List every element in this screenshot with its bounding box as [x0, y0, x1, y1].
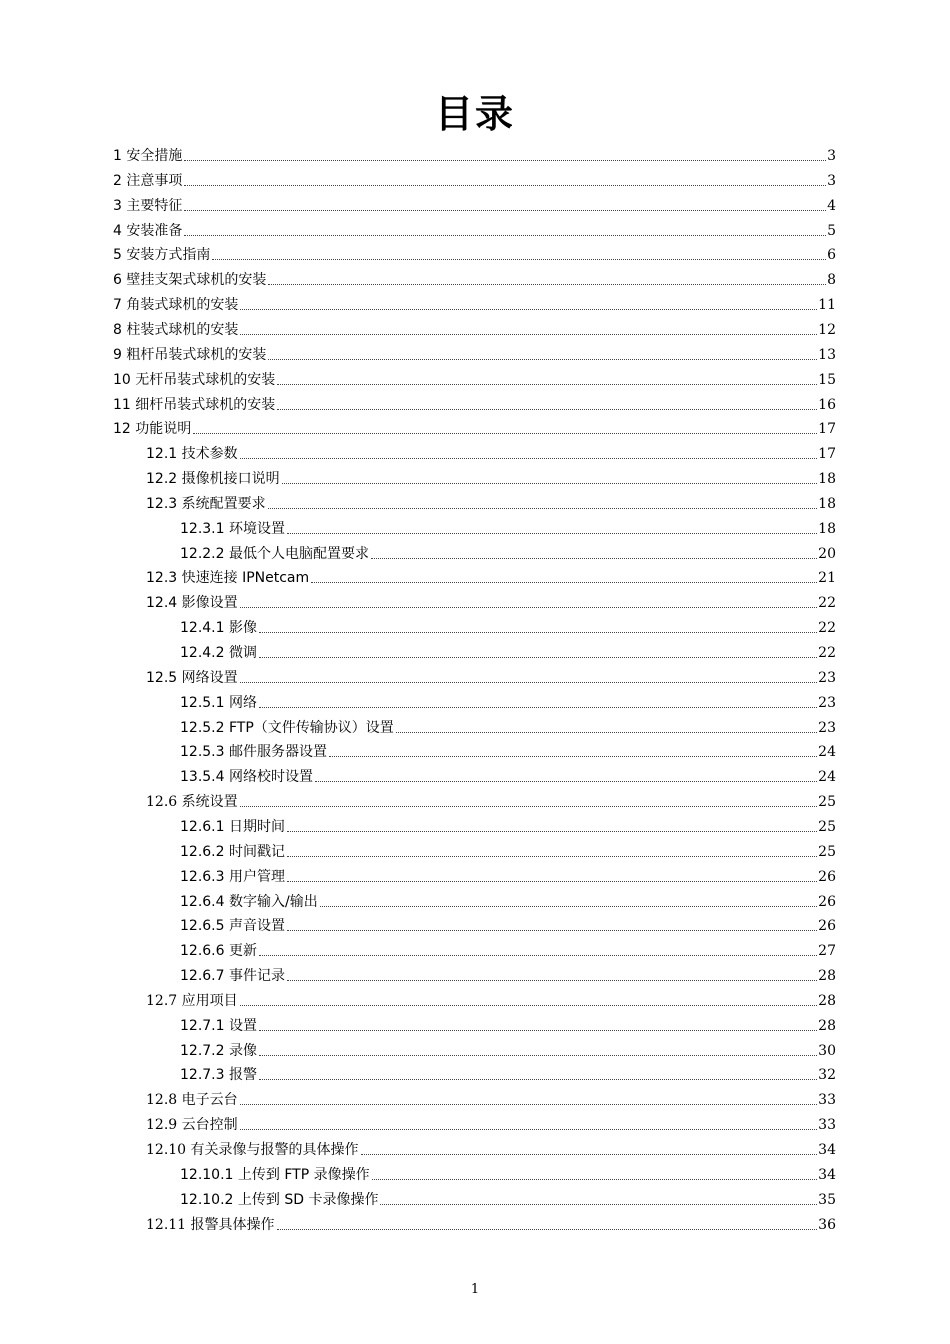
toc-entry-page-number: 22 — [818, 620, 836, 637]
toc-entry-label: 12.8 电子云台 — [146, 1092, 238, 1109]
toc-entry[interactable] — [146, 562, 836, 587]
toc-entry-page-number: 22 — [818, 595, 836, 612]
toc-entry[interactable] — [113, 364, 836, 389]
toc-entry-label: 12.6.5 声音设置 — [180, 918, 285, 935]
dot-leader — [240, 1129, 818, 1130]
dot-leader — [259, 632, 817, 633]
dot-leader — [259, 1055, 817, 1056]
toc-entry-label: 12.3 系统配置要求 — [146, 495, 266, 512]
toc-entry-label: 12.4.2 微调 — [180, 645, 257, 661]
toc-entry-label: 12.6.2 时间戳记 — [180, 843, 285, 860]
page-title: 目录 — [434, 92, 515, 136]
toc-entry-page-number: 26 — [818, 868, 836, 885]
toc-entry-label: 12.6.7 事件记录 — [180, 968, 285, 985]
toc-entry-label: 8 柱装式球机的安装 — [113, 321, 239, 338]
dot-leader — [320, 906, 817, 907]
toc-entry[interactable] — [180, 861, 836, 886]
toc-entry[interactable] — [146, 1134, 836, 1159]
dot-leader — [277, 1229, 818, 1230]
dot-leader — [268, 508, 818, 509]
dot-leader — [259, 707, 817, 708]
dot-leader — [240, 806, 818, 807]
dot-leader — [240, 1104, 818, 1105]
dot-leader — [311, 582, 817, 583]
toc-entry-label: 9 粗杆吊装式球机的安装 — [113, 346, 267, 363]
toc-entry[interactable] — [113, 289, 836, 314]
dot-leader — [277, 384, 817, 385]
toc-entry-page-number: 32 — [818, 1067, 836, 1084]
toc-entry-page-number: 8 — [827, 272, 836, 289]
toc-entry-label: 4 安装准备 — [113, 222, 183, 239]
toc-entry-label: 12.6.3 用户管理 — [180, 868, 285, 885]
toc-entry[interactable] — [180, 712, 836, 737]
toc-entry-page-number: 26 — [818, 918, 836, 935]
toc-entry-page-number: 15 — [818, 371, 836, 388]
toc-entry-label: 12.10 有关录像与报警的具体操作 — [146, 1142, 359, 1158]
toc-entry[interactable] — [180, 687, 836, 712]
toc-entry-label: 12.1 技术参数 — [146, 446, 238, 463]
dot-leader — [287, 533, 817, 534]
toc-entry-page-number: 35 — [818, 1191, 836, 1208]
toc-entry[interactable] — [146, 587, 836, 612]
toc-entry-page-number: 28 — [818, 1017, 836, 1034]
toc-entry-page-number: 23 — [818, 669, 836, 686]
dot-leader — [184, 235, 826, 236]
toc-entry[interactable] — [180, 637, 836, 662]
toc-entry-label: 12.4 影像设置 — [146, 595, 238, 612]
toc-entry-page-number: 17 — [818, 421, 836, 438]
toc-entry-page-number: 24 — [818, 744, 836, 761]
dot-leader — [277, 409, 817, 410]
dot-leader — [371, 558, 817, 559]
dot-leader — [287, 831, 817, 832]
dot-leader — [372, 1179, 818, 1180]
dot-leader — [240, 1005, 818, 1006]
dot-leader — [287, 930, 817, 931]
toc-entry-page-number: 33 — [818, 1092, 836, 1109]
dot-leader — [259, 657, 817, 658]
toc-entry-label: 12.10.1 上传到 FTP 录像操作 — [180, 1166, 370, 1183]
dot-leader — [268, 359, 817, 360]
toc-entry[interactable] — [180, 836, 836, 861]
dot-leader — [240, 309, 817, 310]
toc-entry-page-number: 11 — [818, 297, 836, 314]
dot-leader — [329, 756, 817, 757]
toc-entry-label: 12.7.3 报警 — [180, 1067, 257, 1084]
toc-entry-page-number: 23 — [818, 719, 836, 736]
dot-leader — [380, 1204, 817, 1205]
toc-entry-label: 12.10.2 上传到 SD 卡录像操作 — [180, 1191, 379, 1208]
toc-entry-page-number: 18 — [818, 495, 836, 512]
toc-entry[interactable] — [146, 438, 836, 463]
toc-entry[interactable] — [113, 215, 836, 240]
toc-entry[interactable] — [146, 1209, 836, 1234]
toc-entry-page-number: 33 — [818, 1117, 836, 1134]
toc-entry-label: 3 主要特征 — [113, 197, 183, 214]
toc-entry-page-number: 25 — [818, 818, 836, 835]
dot-leader — [259, 1079, 817, 1080]
toc-entry-page-number: 25 — [818, 843, 836, 860]
toc-entry[interactable] — [180, 538, 836, 563]
toc-entry[interactable] — [180, 761, 836, 786]
toc-entry[interactable] — [146, 786, 836, 811]
toc-entry-page-number: 23 — [818, 694, 836, 711]
toc-entry-page-number: 24 — [818, 769, 836, 786]
toc-entry-page-number: 18 — [818, 520, 836, 537]
toc-entry[interactable] — [113, 239, 836, 264]
toc-entry-label: 11 细杆吊装式球机的安装 — [113, 396, 276, 413]
dot-leader — [184, 210, 826, 211]
toc-entry-page-number: 5 — [827, 222, 836, 239]
toc-entry-page-number: 34 — [818, 1142, 836, 1158]
toc-entry-page-number: 20 — [818, 545, 836, 562]
toc-entry[interactable] — [180, 1035, 836, 1060]
toc-entry-page-number: 17 — [818, 446, 836, 463]
toc-entry-label: 1 安全措施 — [113, 148, 183, 164]
toc-entry-label: 12.5.2 FTP（文件传输协议）设置 — [180, 719, 394, 736]
toc-entry-label: 2 注意事项 — [113, 172, 183, 189]
toc-entry-label: 10 无杆吊装式球机的安装 — [113, 371, 276, 388]
toc-entry-label: 12.6.6 更新 — [180, 943, 257, 960]
dot-leader — [361, 1154, 818, 1155]
toc-entry-page-number: 27 — [818, 943, 836, 960]
toc-entry-label: 12.5 网络设置 — [146, 669, 238, 686]
toc-entry[interactable] — [146, 985, 836, 1010]
toc-entry[interactable] — [146, 463, 836, 488]
toc-entry-page-number: 28 — [818, 968, 836, 985]
toc-entry[interactable] — [113, 165, 836, 190]
toc-entry[interactable] — [113, 339, 836, 364]
toc-entry-label: 12.3 快速连接 IPNetcam — [146, 570, 310, 587]
toc-entry-page-number: 3 — [827, 172, 836, 189]
toc-entry[interactable] — [113, 264, 836, 289]
toc-entry-label: 12.2 摄像机接口说明 — [146, 471, 280, 488]
dot-leader — [212, 259, 826, 260]
toc-entry[interactable] — [180, 736, 836, 761]
toc-entry[interactable] — [113, 140, 836, 165]
toc-entry-page-number: 21 — [818, 570, 836, 587]
dot-leader — [268, 284, 826, 285]
toc-entry-label: 12.5.3 邮件服务器设置 — [180, 744, 327, 761]
dot-leader — [315, 781, 817, 782]
toc-entry[interactable] — [180, 1184, 836, 1209]
toc-entry[interactable] — [146, 488, 836, 513]
toc-entry-label: 12.4.1 影像 — [180, 620, 257, 637]
toc-entry-label: 12.5.1 网络 — [180, 694, 257, 711]
toc-entry-label: 12.6.1 日期时间 — [180, 818, 285, 835]
toc-entry-page-number: 12 — [818, 321, 836, 338]
toc-entry-label: 12 功能说明 — [113, 421, 192, 438]
toc-entry[interactable] — [180, 1159, 836, 1184]
toc-entry-page-number: 36 — [818, 1216, 836, 1233]
dot-leader — [396, 732, 817, 733]
toc-entry-label: 12.2.2 最低个人电脑配置要求 — [180, 545, 369, 562]
toc-entry-label: 12.3.1 环境设置 — [180, 520, 285, 537]
toc-entry-page-number: 30 — [818, 1042, 836, 1059]
toc-entry[interactable] — [180, 1059, 836, 1084]
dot-leader — [282, 483, 818, 484]
toc-entry-label: 6 壁挂支架式球机的安装 — [113, 272, 267, 289]
toc-entry[interactable] — [180, 1010, 836, 1035]
toc-entry[interactable] — [180, 910, 836, 935]
toc-entry-page-number: 3 — [827, 148, 836, 164]
toc-entry[interactable] — [113, 314, 836, 339]
toc-entry-page-number: 25 — [818, 794, 836, 811]
toc-entry[interactable] — [113, 389, 836, 414]
toc-entry[interactable] — [180, 960, 836, 985]
page-number: 1 — [470, 1282, 480, 1297]
dot-leader — [240, 607, 818, 608]
toc-entry-label: 12.7.2 录像 — [180, 1042, 257, 1059]
toc-entry-label: 5 安装方式指南 — [113, 247, 211, 264]
dot-leader — [259, 1030, 817, 1031]
toc-entry-page-number: 26 — [818, 893, 836, 910]
toc-entry-label: 12.7 应用项目 — [146, 992, 238, 1009]
toc-entry-page-number: 4 — [827, 197, 836, 214]
toc-entry-label: 12.6 系统设置 — [146, 794, 238, 811]
dot-leader — [240, 458, 818, 459]
toc-entry-page-number: 18 — [818, 471, 836, 488]
toc-entry[interactable] — [180, 886, 836, 911]
toc-entry[interactable] — [180, 513, 836, 538]
toc-entry-page-number: 22 — [818, 645, 836, 661]
dot-leader — [287, 881, 817, 882]
toc-entry-page-number: 34 — [818, 1166, 836, 1183]
toc-entry-label: 7 角装式球机的安装 — [113, 297, 239, 314]
dot-leader — [184, 160, 826, 161]
toc-entry-page-number: 28 — [818, 992, 836, 1009]
dot-leader — [287, 856, 817, 857]
dot-leader — [193, 433, 817, 434]
toc-entry-label: 12.11 报警具体操作 — [146, 1216, 275, 1233]
toc-entry-page-number: 6 — [827, 247, 836, 264]
dot-leader — [287, 980, 817, 981]
toc-entry-label: 12.9 云台控制 — [146, 1117, 238, 1134]
dot-leader — [240, 682, 818, 683]
toc-entry[interactable] — [180, 935, 836, 960]
toc-entry[interactable] — [180, 612, 836, 637]
dot-leader — [184, 185, 826, 186]
toc-entry[interactable] — [113, 190, 836, 215]
toc-entry-page-number: 16 — [818, 396, 836, 413]
toc-entry-label: 12.7.1 设置 — [180, 1017, 257, 1034]
dot-leader — [240, 334, 817, 335]
toc-entry[interactable] — [146, 1084, 836, 1109]
toc-entry-label: 13.5.4 网络校时设置 — [180, 769, 313, 786]
toc-entry[interactable] — [146, 1109, 836, 1134]
toc-entry[interactable] — [113, 413, 836, 438]
toc-entry-page-number: 13 — [818, 346, 836, 363]
toc-entry[interactable] — [146, 662, 836, 687]
dot-leader — [259, 955, 817, 956]
toc-entry-label: 12.6.4 数字输入/输出 — [180, 893, 318, 910]
toc-entry[interactable] — [180, 811, 836, 836]
